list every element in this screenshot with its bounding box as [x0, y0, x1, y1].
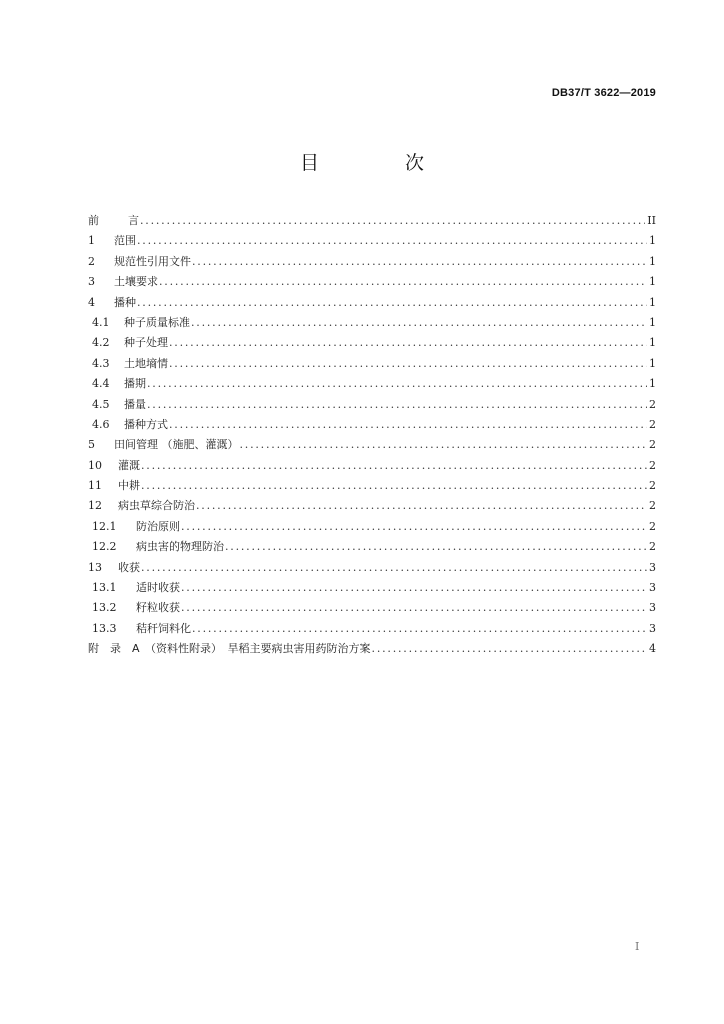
- page-title: 目 次: [299, 152, 465, 174]
- toc-entry[interactable]: [88, 598, 656, 618]
- toc-entry-page: 1: [649, 254, 656, 268]
- toc-leader-dots: [141, 456, 647, 476]
- toc-leader-dots: [147, 395, 647, 415]
- toc-entry-number: 12.2: [92, 540, 117, 554]
- toc-entry-number: 4.4: [92, 377, 110, 391]
- toc-leader-dots: [192, 252, 647, 272]
- toc-leader-dots: [140, 211, 645, 231]
- toc-entry-label: 防治原则: [136, 519, 180, 533]
- toc-entry-page: 2: [649, 499, 656, 513]
- toc-leader-dots: [181, 598, 647, 618]
- toc-leader-dots: [169, 333, 647, 353]
- toc-entry-number: 4.5: [92, 397, 110, 411]
- toc-leader-dots: [192, 619, 647, 639]
- toc-entry-number: 2: [88, 254, 95, 268]
- toc-entry[interactable]: [88, 435, 656, 455]
- toc-entry-number: 12: [88, 499, 102, 513]
- toc-entry-label: 规范性引用文件: [114, 254, 191, 268]
- toc-entry-label: 灌溉: [118, 458, 140, 472]
- toc-entry[interactable]: [88, 374, 656, 394]
- toc-leader-dots: [169, 354, 647, 374]
- toc-entry[interactable]: [88, 333, 656, 353]
- toc-entry-page: 3: [649, 621, 656, 635]
- toc-entry-page: 1: [649, 295, 656, 309]
- standard-code: DB37/T 3622—2019: [551, 87, 656, 99]
- toc-entry-number: 13: [88, 560, 102, 574]
- toc-leader-dots: [196, 496, 647, 516]
- toc-leader-dots: [137, 231, 647, 251]
- page-number: I: [635, 940, 640, 953]
- toc-entry-page: 2: [649, 397, 656, 411]
- toc-entry[interactable]: [88, 395, 656, 415]
- toc-entry[interactable]: [88, 619, 656, 639]
- toc-leader-dots: [181, 578, 647, 598]
- toc-entry-page: II: [647, 214, 656, 227]
- toc-entry-number: 13.1: [92, 581, 117, 595]
- toc-entry-label: 收获: [118, 560, 140, 574]
- toc-entry-page: 1: [649, 234, 656, 248]
- toc-entry-number: 1: [88, 234, 95, 248]
- toc-leader-dots: [137, 293, 647, 313]
- toc-entry[interactable]: [88, 415, 656, 435]
- toc-entry-number: 5: [88, 438, 95, 452]
- toc-leader-dots: [159, 272, 647, 292]
- toc-entry-number: 11: [88, 479, 102, 493]
- toc-entry[interactable]: [88, 272, 656, 292]
- toc-entry[interactable]: [88, 456, 656, 476]
- toc-entry-page: 4: [649, 642, 656, 656]
- toc-entry-number: 12.1: [92, 519, 117, 533]
- toc-entry-page: 2: [649, 417, 656, 431]
- toc-entry-number: 4.2: [92, 336, 110, 350]
- toc-entry-label: 土地墒情: [124, 356, 168, 370]
- toc-entry-number: 13.3: [92, 621, 117, 635]
- toc-entry-page: 2: [649, 540, 656, 554]
- toc-entry-label: 范围: [114, 234, 136, 248]
- table-of-contents: [88, 211, 656, 660]
- toc-entry-number: 4.3: [92, 356, 110, 370]
- toc-entry[interactable]: [88, 537, 656, 557]
- toc-entry[interactable]: [88, 496, 656, 516]
- toc-entry-page: 1: [649, 315, 656, 329]
- toc-entry-number: 13.2: [92, 601, 117, 615]
- toc-entry-page: 1: [649, 336, 656, 350]
- toc-entry-number: 3: [88, 275, 95, 289]
- toc-entry[interactable]: [88, 558, 656, 578]
- toc-leader-dots: [191, 313, 647, 333]
- toc-entry-label: 播种: [114, 295, 136, 309]
- toc-entry-page: 3: [649, 601, 656, 615]
- toc-entry-label: 土壤要求: [114, 275, 158, 289]
- toc-entry[interactable]: [88, 476, 656, 496]
- toc-leader-dots: [147, 374, 647, 394]
- toc-entry-label: 田间管理 （施肥、灌溉）: [114, 438, 239, 452]
- toc-entry[interactable]: [88, 293, 656, 313]
- toc-entry[interactable]: [88, 639, 656, 659]
- toc-entry-label: 播量: [124, 397, 146, 411]
- toc-entry-label: 言: [128, 214, 139, 227]
- toc-entry[interactable]: [88, 211, 656, 231]
- toc-entry-number: 4.6: [92, 417, 110, 431]
- toc-entry-page: 2: [649, 458, 656, 472]
- toc-entry-page: 3: [649, 581, 656, 595]
- toc-entry-number: 10: [88, 458, 102, 472]
- toc-entry-page: 1: [649, 275, 656, 289]
- toc-entry-label: 播期: [124, 377, 146, 391]
- toc-leader-dots: [225, 537, 647, 557]
- toc-entry-page: 3: [649, 560, 656, 574]
- toc-entry-page: 2: [649, 519, 656, 533]
- toc-entry-label: 中耕: [118, 479, 140, 493]
- toc-entry-number: 前: [88, 214, 99, 227]
- toc-entry-page: 1: [649, 356, 656, 370]
- toc-entry[interactable]: [88, 231, 656, 251]
- toc-entry-label: 附 录 A （资料性附录） 旱稻主要病虫害用药防治方案: [88, 642, 371, 656]
- toc-entry-label: 病虫草综合防治: [118, 499, 195, 513]
- toc-entry-page: 2: [649, 479, 656, 493]
- toc-leader-dots: [141, 558, 647, 578]
- toc-entry-label: 籽粒收获: [136, 601, 180, 615]
- toc-leader-dots: [169, 415, 647, 435]
- toc-entry[interactable]: [88, 517, 656, 537]
- toc-entry-label: 种子处理: [124, 336, 168, 350]
- toc-leader-dots: [181, 517, 647, 537]
- toc-entry[interactable]: [88, 252, 656, 272]
- toc-entry[interactable]: [88, 313, 656, 333]
- toc-entry-number: 4: [88, 295, 95, 309]
- toc-entry[interactable]: [88, 354, 656, 374]
- toc-entry-page: 1: [649, 377, 656, 391]
- toc-entry-label: 适时收获: [136, 581, 180, 595]
- toc-entry-label: 播种方式: [124, 417, 168, 431]
- toc-entry-page: 2: [649, 438, 656, 452]
- toc-leader-dots: [372, 639, 647, 659]
- toc-entry[interactable]: [88, 578, 656, 598]
- toc-leader-dots: [141, 476, 647, 496]
- toc-entry-number: 4.1: [92, 315, 110, 329]
- toc-entry-label: 秸秆饲料化: [136, 621, 191, 635]
- toc-leader-dots: [240, 435, 648, 455]
- toc-entry-label: 种子质量标准: [124, 315, 190, 329]
- toc-entry-label: 病虫害的物理防治: [136, 540, 224, 554]
